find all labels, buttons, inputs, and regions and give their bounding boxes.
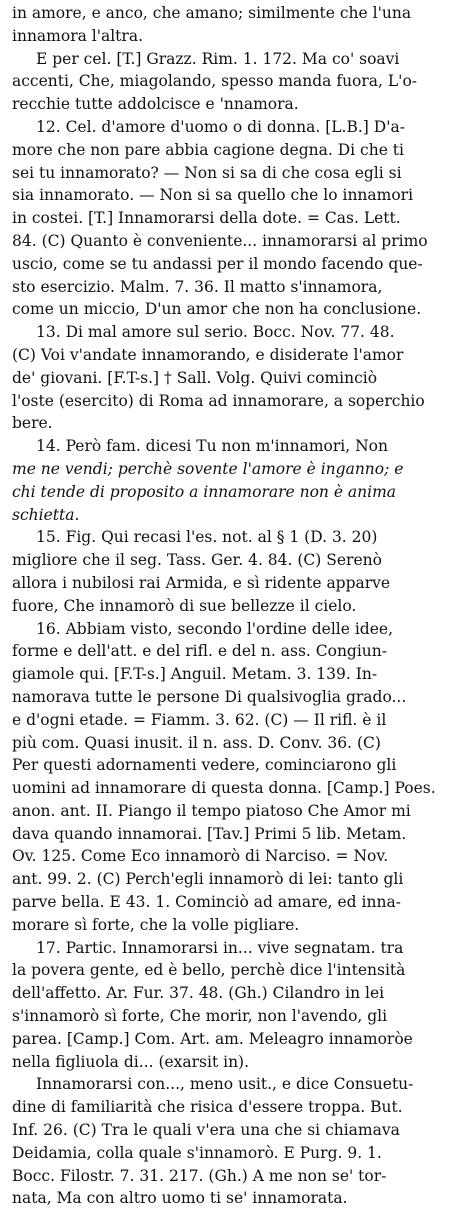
text-line: parve bella. E 43. 1. Cominciò ad amare, ed inna-: [12, 893, 401, 912]
text-line: Inf. 26. (C) Tra le quali v'era una che si chiamava: [12, 1121, 400, 1140]
text-line: me ne vendi; perchè sovente l'amore è inganno; e: [12, 459, 404, 478]
text-line: ant. 99. 2. (C) Perch'egli innamorò di lei: tanto gli: [12, 870, 404, 889]
section-13-start: 13. Di mal amore sul serio. Bocc. Nov. 77. 48.: [36, 323, 395, 342]
text-line: sia innamorato. — Non si sa quello che lo innamori: [12, 186, 414, 205]
dictionary-page: [12, 2, 464, 1210]
text-line: recchie tutte addolcisce e 'nnamora.: [12, 95, 299, 114]
section-16-start: 16. Abbiam visto, secondo l'ordine delle idee,: [36, 619, 394, 638]
text-line: Ov. 125. Come Eco innamorò di Narciso. = Nov.: [12, 847, 389, 866]
section-14-start: 14. Però fam. dicesi Tu non m'innamori, Non: [36, 437, 388, 456]
text-line: migliore che il seg. Tass. Ger. 4. 84. (C) Serenò: [12, 551, 382, 570]
text-line: forme e dell'att. e del rifl. e del n. ass. Congiun-: [12, 642, 388, 661]
text-line: sto esercizio. Malm. 7. 36. Il matto s'innamora,: [12, 277, 383, 296]
text-line: e d'ogni etade. = Fiamm. 3. 62. (C) — Il rifl. è il: [12, 710, 387, 729]
text-line: 84. (C) Quanto è conveniente... innamorarsi al primo: [12, 231, 428, 250]
text-line: chi tende di proposito a innamorare non è anima: [12, 482, 397, 501]
text-line: namorava tutte le persone Di qualsivoglia grado...: [12, 687, 407, 706]
text-line: Bocc. Filostr. 7. 31. 217. (Gh.) A me non se' tor-: [12, 1166, 387, 1185]
text-line: l'oste (esercito) di Roma ad innamorare, a soperchio: [12, 391, 425, 410]
text-line: innamora l'altra.: [12, 26, 143, 45]
text-line: accenti, Che, miagolando, spesso manda fuora, L'o-: [12, 72, 418, 91]
text-line: dava quando innamorai. [Tav.] Primi 5 lib. Metam.: [12, 824, 407, 843]
text-line: schietta.: [12, 505, 80, 524]
text-line: Deidamia, colla quale s'innamorò. E Purg. 9. 1.: [12, 1143, 382, 1162]
text-line: E per cel. [T.] Grazz. Rim. 1. 172. Ma co' soavi: [36, 49, 400, 68]
text-line: giamole qui. [F.T-s.] Anguil. Metam. 3. 139. In-: [12, 665, 378, 684]
text-line: in costei. [T.] Innamorarsi della dote. = Cas. Lett.: [12, 209, 401, 228]
text-line: sei tu innamorato? — Non si sa di che cosa egli si: [12, 163, 402, 182]
section-15-start: 15. Fig. Qui recasi l'es. not. al § 1 (D. 3. 20): [36, 528, 378, 547]
text-line: la povera gente, ed è bello, perchè dice l'intensità: [12, 961, 406, 980]
text-line: allora i nubilosi rai Armida, e sì ridente apparve: [12, 573, 391, 592]
text-line: dine di familiarità che risica d'essere troppa. But.: [12, 1098, 403, 1117]
text-line: come un miccio, D'un amor che non ha conclusione.: [12, 300, 422, 319]
text-line: bere.: [12, 414, 53, 433]
text-line: s'innamorò sì forte, Che morir, non l'avendo, gli: [12, 1007, 388, 1026]
text-line: nata, Ma con altro uomo ti se' innamorata.: [12, 1189, 348, 1208]
section-12-start: 12. Cel. d'amore d'uomo o di donna. [L.B.] D'a-: [36, 117, 405, 136]
paragraph-start: Innamorarsi con..., meno usit., e dice Consuetu-: [36, 1075, 414, 1094]
text-line: in amore, e anco, che amano; similmente che l'una: [12, 4, 412, 22]
text-line: morare sì forte, che la volle pigliare.: [12, 915, 300, 934]
text-line: Per questi adornamenti vedere, cominciarono gli: [12, 756, 397, 775]
text-line: fuore, Che innamorò di sue bellezze il cielo.: [12, 596, 357, 615]
text-line: nella figliuola di... (exarsit in).: [12, 1052, 250, 1071]
text-line: de' giovani. [F.T-s.] † Sall. Volg. Quivi cominciò: [12, 368, 378, 387]
text-line: anon. ant. II. Piango il tempo piatoso Che Amor mi: [12, 801, 411, 820]
text-line: uscio, come se tu andassi per il mondo facendo que-: [12, 254, 423, 273]
text-line: parea. [Camp.] Com. Art. am. Meleagro innamoròe: [12, 1029, 413, 1048]
text-line: dell'affetto. Ar. Fur. 37. 48. (Gh.) Cilandro in lei: [12, 984, 385, 1003]
text-line: (C) Voi v'andate innamorando, e disiderate l'amor: [12, 345, 404, 364]
text-line: uomini ad innamorare di questa donna. [Camp.] Poes.: [12, 779, 436, 798]
text-line: more che non pare abbia cagione degna. Di che ti: [12, 140, 404, 159]
text-line: più com. Quasi inusit. il n. ass. D. Conv. 36. (C): [12, 733, 381, 752]
section-17-start: 17. Partic. Innamorarsi in... vive segnatam. tra: [36, 938, 404, 957]
